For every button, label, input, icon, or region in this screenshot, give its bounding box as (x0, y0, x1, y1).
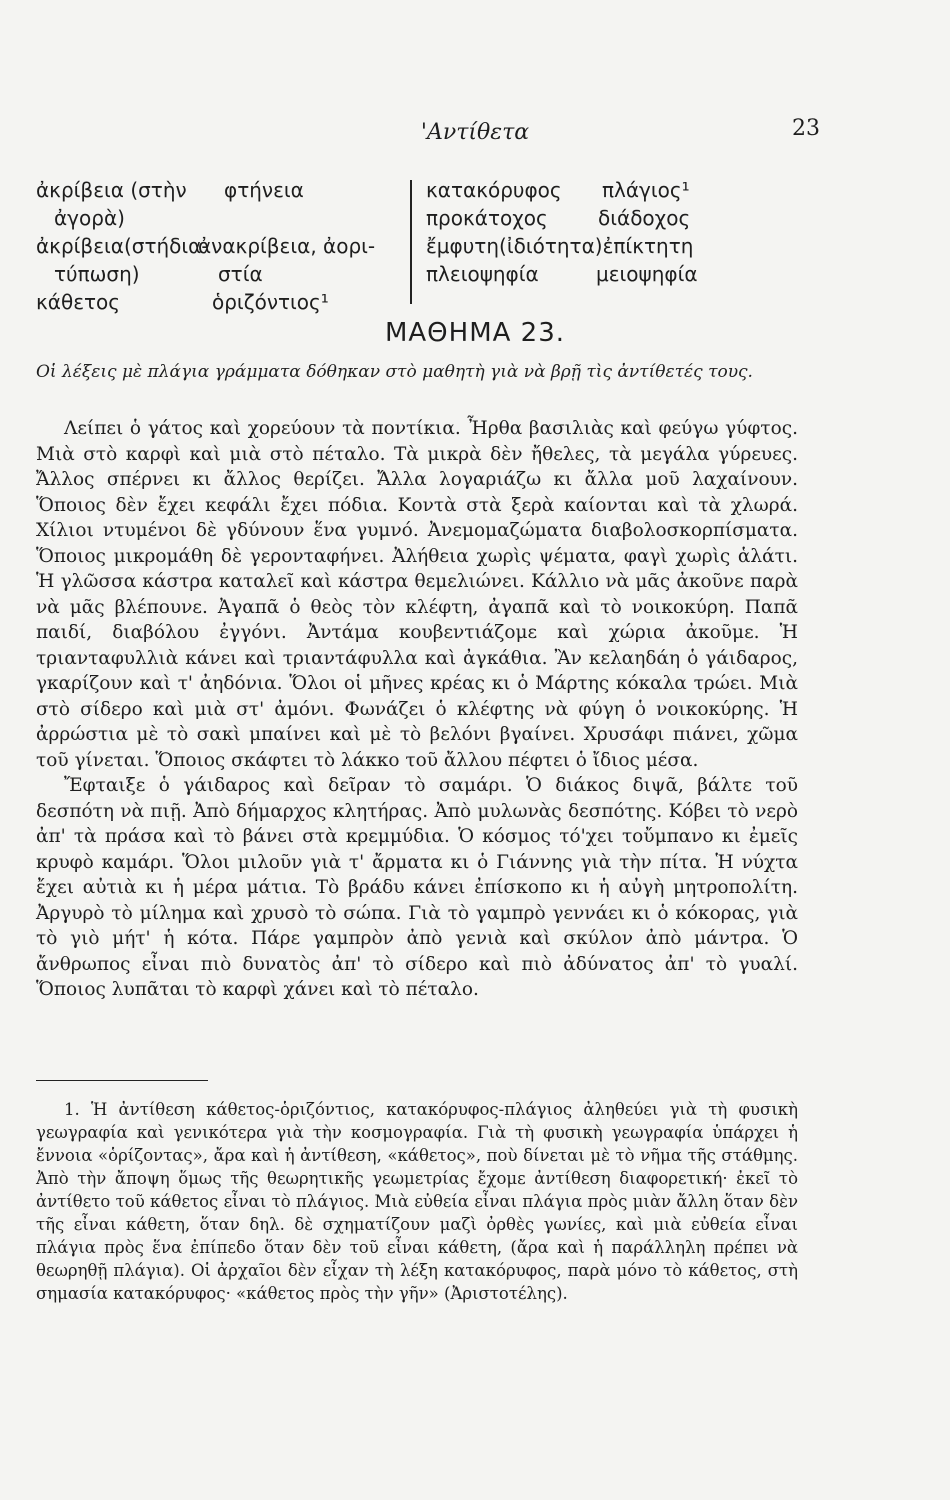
vocab-opposite: μειοψηφία (596, 262, 698, 286)
vocab-row (426, 232, 806, 260)
vocabulary-right-column (426, 176, 806, 288)
vocab-row (36, 176, 406, 204)
vocab-word: ἀκρίβεια (στὴν (36, 178, 187, 202)
vocab-opposite: φτήνεια (224, 178, 304, 202)
lesson-instruction: Οἱ λέξεις μὲ πλάγια γράμματα δόθηκαν στὸ μαθητὴ γιὰ νὰ βρῇ τὶς ἀντίθετές τους. (36, 362, 753, 382)
vocab-row (36, 204, 406, 232)
vocabulary-left-column (36, 176, 406, 316)
vocabulary-table (36, 176, 816, 316)
footnote (36, 1098, 798, 1305)
vocab-opposite: στία (218, 262, 263, 286)
vocab-word: τύπωση) (54, 262, 140, 286)
paragraph: Λείπει ὁ γάτος καὶ χορεύουν τὰ ποντίκια. Ἦρθα βασιλιὰς καὶ φεύγω γύφτος. Μιὰ στὸ καρφὶ καὶ μιὰ στὸ πέταλο. Τὰ μικρὰ δὲν ἤθελες, τὰ μεγάλα γύρευες. Ἄλλος σπέρνει κι ἄλλος θερίζει. Ἄλλα λογαριάζω κι ἄλλα μοῦ λαχαίνουν. Ὅποιος δὲν ἔχει κεφάλι ἔχει πόδια. Κοντὰ στὰ ξερὰ καίονται καὶ τὰ χλωρά. Χίλιοι ντυμένοι δὲ γδύνουν ἕνα γυμνό. Ἀνεμομαζώματα διαβολοσκορπίσματα. Ὅποιος μικρομάθη δὲ γερονταφήνει. Ἀλήθεια χωρὶς ψέματα, φαγὶ χωρὶς ἁλάτι. Ἡ γλῶσσα κάστρα καταλεῖ καὶ κάστρα θεμελιώνει. Κάλλιο νὰ μᾶς ἀκοῦνε παρὰ νὰ μᾶς βλέπουνε. Ἀγαπᾶ ὁ θεὸς τὸν κλέφτη, ἀγαπᾶ καὶ τὸ νοικοκύρη. Παπᾶ παιδί, διαβόλου ἐγγόνι. Ἀντάμα κουβεντιάζομε καὶ χώρια ἀκοῦμε. Ἡ τριανταφυλλιὰ κάνει καὶ τριαντάφυλλα καὶ ἀγκάθια. Ἂν κελαηδάη ὁ γάιδαρος, γκαρίζουν καὶ τ' ἀηδόνια. Ὅλοι οἱ μῆνες κρέας κι ὁ Μάρτης κόκαλα τρώει. Μιὰ στὸ σίδερο καὶ μιὰ στ' ἀμόνι. Φωνάζει ὁ κλέφτης νὰ φύγη ὁ νοικοκύρης. Ἡ ἀρρώστια μὲ τὸ σακὶ μπαίνει καὶ μὲ τὸ βελόνι βγαίνει. Χρυσάφι πιάνει, χῶμα τοῦ γίνεται. Ὅποιος σκάφτει τὸ λάκκο τοῦ ἄλλου πέφτει ὁ ἴδιος μέσα. (36, 418, 798, 771)
vocab-word: προκάτοχος (426, 206, 548, 230)
page-number: 23 (792, 116, 820, 141)
vocab-word: ἔμφυτη(ἰδιότητα)ἐπίκτητη (426, 234, 694, 258)
vocab-opposite: διάδοχος (598, 206, 691, 230)
lesson-title: ΜΑΘΗΜΑ 23. (384, 318, 566, 348)
vocab-row (36, 288, 406, 316)
paragraph: Ἔφταιξε ὁ γάιδαρος καὶ δεῖραν τὸ σαμάρι. Ὁ διάκος διψᾶ, βάλτε τοῦ δεσπότη νὰ πιῇ. Ἀπὸ δήμαρχος κλητήρας. Ἀπὸ μυλωνὰς δεσπότης. Κόβει τὸ νερὸ ἀπ' τὰ πράσα καὶ τὸ βάνει στὰ κρεμμύδια. Ὁ κόσμος τό'χει τοὔμπανο κι ἐμεῖς κρυφὸ καμάρι. Ὅλοι μιλοῦν γιὰ τ' ἄρματα κι ὁ Γιάννης γιὰ τὴν πίτα. Ἡ νύχτα ἔχει αὐτιὰ κι ἡ μέρα μάτια. Τὸ βράδυ κάνει ἐπίσκοπο κι ἡ αὐγὴ μητροπολίτη. Ἀργυρὸ τὸ μίλημα καὶ χρυσὸ τὸ σώπα. Γιὰ τὸ γαμπρὸ γεννάει κι ὁ κόκορας, γιὰ τὸ γιὸ μήτ' ἡ κότα. Πάρε γαμπρὸν ἀπὸ γενιὰ καὶ σκύλον ἀπὸ μάντρα. Ὁ ἄνθρωπος εἶναι πιὸ δυνατὸς ἀπ' τὸ σίδερο καὶ πιὸ ἀδύνατος ἀπ' τὸ γυαλί. Ὅποιος λυπᾶται τὸ καρφὶ χάνει καὶ τὸ πέταλο. (36, 775, 798, 1000)
vocab-opposite: ἀνακρίβεια, ἀορι- (198, 234, 376, 258)
vocab-word: ἀκρίβεια(στήδια- (36, 234, 209, 258)
footnote-rule (36, 1080, 208, 1081)
vocab-word: ἀγορὰ) (54, 206, 125, 230)
vocab-word: κάθετος (36, 290, 121, 314)
vocab-word: πλειοψηφία (426, 262, 539, 286)
vocab-row (36, 232, 406, 260)
column-divider (410, 180, 412, 304)
vocab-opposite: πλάγιος¹ (602, 178, 690, 202)
lesson-body (36, 416, 798, 1003)
vocab-opposite: ὁριζόντιος¹ (212, 290, 329, 314)
vocab-row (36, 260, 406, 288)
vocab-word: κατακόρυφος (426, 178, 562, 202)
vocab-row (426, 176, 806, 204)
vocab-row (426, 204, 806, 232)
vocab-row (426, 260, 806, 288)
footnote-text: 1. Ἡ ἀντίθεση κάθετος-ὁριζόντιος, κατακόρυφος-πλάγιος ἀληθεύει γιὰ τὴ φυσικὴ γεωγραφία καὶ γενικότερα γιὰ τὴν κοσμογραφία. Γιὰ τὴ φυσικὴ γεωγραφία ὑπάρχει ἡ ἔννοια «ὁρίζοντας», ἄρα καὶ ἡ ἀντίθεση, «κάθετος», ποὺ δίνεται μὲ τὸ νῆμα τῆς στάθμης. Ἀπὸ τὴν ἄποψη ὅμως τῆς θεωρητικῆς γεωμετρίας ἔχομε ἀντίθεση διαφορετική· ἐκεῖ τὸ ἀντίθετο τοῦ κάθετος εἶναι τὸ πλάγιος. Μιὰ εὐθεία εἶναι πλάγια πρὸς μιὰν ἄλλη ὅταν δὲν τῆς εἶναι κάθετη, ὅταν δηλ. δὲ σχηματίζουν μαζὶ ὀρθὲς γωνίες, καὶ μιὰ εὐθεία εἶναι πλάγια πρὸς ἕνα ἐπίπεδο ὅταν δὲν τοῦ εἶναι κάθετη, (ἄρα καὶ ἡ παράλληλη πρέπει νὰ θεωρηθῇ πλάγια). Οἱ ἀρχαῖοι δὲν εἶχαν τὴ λέξη κατακόρυφος, παρὰ μόνο τὸ κάθετος, στὴ σημασία κατακόρυφος· «κάθετος πρὸς τὴν γῆν» (Ἀριστοτέλης). (36, 1100, 798, 1303)
running-title: 'Αντίθετα (420, 120, 530, 145)
